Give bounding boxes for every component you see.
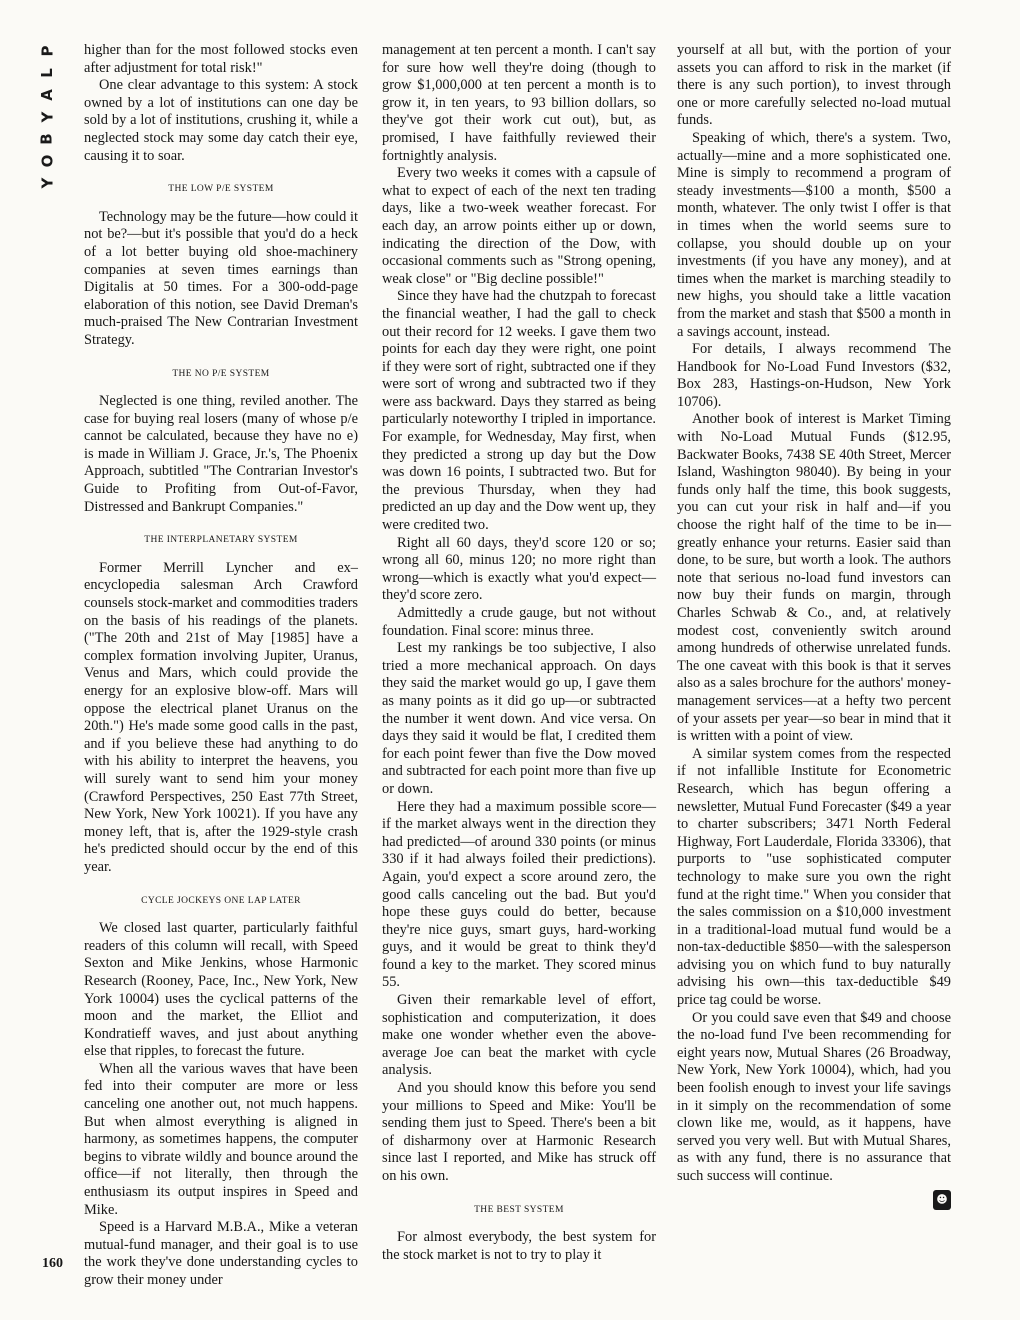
magazine-letter: B — [38, 133, 56, 145]
page-number: 160 — [42, 1256, 63, 1271]
section-heading: THE LOW P/E SYSTEM — [168, 184, 274, 195]
paragraph: Neglected is one thing, reviled another. The case for buying real losers (many of whose p/e cannot be calculated, because they have no e) is made in William J. Grace, Jr.'s, The Phoenix Approach, subtitled "The Contrarian Investor's Guide to Profiting from Out-of-Favor, Distressed and Bankrupt Companies." — [84, 393, 358, 515]
paragraph: Another book of interest is Market Timing with No-Load Mutual Funds ($12.95, Backwater Books, 7438 SE 40th Street, Mercer Island, Washington 98040). By being in your funds only half the time, this book suggests, you can cut your risk in half and—if you choose the right half of the time to be in—greatly enhance your returns. Easier said than done, to be sure, but worth a look. The authors note that serious no-load fund investors can now buy their funds on margin, through Charles Schwab & Co., and, at relatively modest cost, conveniently switch around among hundreds of otherwise unrelated funds. The one caveat with this book is that it serves also as a sales brochure for the authors' money-management services—at a hefty two percent of your assets per year—so bear in mind that it is written with a point of view. — [677, 411, 951, 745]
column-3 — [677, 42, 951, 1210]
paragraph: Given their remarkable level of effort, sophistication and computerization, it does make one wonder whether even the above-average Joe can beat the market with cycle analysis. — [382, 992, 656, 1079]
paragraph: A similar system comes from the respected if not infallible Institute for Econometric Research, which has begun offering a newsletter, Mutual Fund Forecaster ($49 a year to charter subscribers; 3471 North Federal Highway, Fort Lauderdale, Florida 33306), that purports to "use sophisticated computer technology to make sure you own the right fund at the right time." When you consider that the sales commission on a $10,000 investment in a traditional-load mutual fund would be a non-tax-deductible $850—with the salesperson advising you on which fund to buy naturally advising his own—this tax-deductible $49 price tag could be worse. — [677, 745, 951, 1009]
paragraph: We closed last quarter, particularly faithful readers of this column will recall, with Speed Sexton and Mike Jenkins, whose Harmonic Research (Rooney, Pace, Inc., New York, New York 10004) uses the cyclical patterns of the moon and the market, the Elliot and Kondratieff waves, and just about anything else that ripples, to forecast the future. — [84, 920, 358, 1060]
magazine-letter: O — [37, 154, 56, 168]
section-heading: THE BEST SYSTEM — [474, 1204, 564, 1215]
section-heading: THE NO P/E SYSTEM — [172, 368, 270, 379]
paragraph: When all the various waves that have been fed into their computer are more or less canceling one another out, not much happens. But when almost everything is aligned in harmony, as sometimes happens, the computer begins to vibrate wildly and bounce around the office—if not literally, then through the enthusiasm its output inspires in Speed and Mike. — [84, 1060, 358, 1218]
paragraph: And you should know this before you send your millions to Speed and Mike: You'll be sending them just to Speed. There's been a bit of disharmony over at Harmonic Research since last I reported, and Mike has struck off on his own. — [382, 1080, 656, 1184]
paragraph: For details, I always recommend The Handbook for No-Load Fund Investors ($32, Box 283, Hastings-on-Hudson, New York 10706). — [677, 341, 951, 410]
paragraph: Right all 60 days, they'd score 120 or so; wrong all 60, minus 120; no more right than wrong—which is exactly what you'd expect—they'd score zero. — [382, 534, 656, 604]
paragraph: Since they have had the chutzpah to forecast the financial weather, I had the gall to check out their record for 12 weeks. I gave them two points for each day they were right, one point if they were sort of right, subtracted one if they were sort of wrong and subtracted two if they were ass backward. Days they starred as being particularly noteworthy I tripled in importance. For example, for Wednesday, May first, when they predicted a strong up day but the Dow was down 16 points, I subtracted two. But for the previous Thursday, when they had predicted an up day and the Dow went up, they were credited two. — [382, 288, 656, 534]
paragraph: For almost everybody, the best system for the stock market is not to try to play it — [382, 1229, 656, 1263]
magazine-name-vertical — [38, 40, 56, 194]
section-heading: THE INTERPLANETARY SYSTEM — [144, 535, 298, 546]
paragraph: higher than for the most followed stocks even after adjustment for total risk!" — [84, 42, 358, 76]
magazine-letter: P — [38, 45, 56, 57]
paragraph: Admittedly a crude gauge, but not without foundation. Final score: minus three. — [382, 605, 656, 639]
paragraph: management at ten percent a month. I can't say for sure how well they're doing (though to grow $1,000,000 at ten percent a month is to grow it, in ten years, to 93 billion dollars, so they've got their work cut out), but, as promised, I have faithfully reviewed their fortnightly analysis. — [382, 42, 656, 164]
paragraph: One clear advantage to this system: A stock owned by a lot of institutions can one day be sold by a lot of institutions, crushing it, while a neglected stock may some day catch their eye, causing it to soar. — [84, 77, 358, 164]
paragraph: Technology may be the future—how could it not be?—but it's possible that you'd do a heck of a lot better buying old shoe-machinery companies at seven times earnings than Digitalis at 50 times. For a 300-odd-page elaboration of this notion, see David Dreman's much-praised The New Contrarian Investment Strategy. — [84, 208, 358, 348]
paragraph: Former Merrill Lyncher and ex–encyclopedia salesman Arch Crawford counsels stock-market and commodities traders on the basis of his readings of the planets. ("The 20th and 21st of May [1985] have a complex formation involving Jupiter, Uranus, Venus and Mars, which could provide the energy for an explosive blow-off. Mars will oppose the electrical planet Uranus on the 20th.") He's made some good calls in the past, and if you believe these had anything to do with his ability to interpret the heavens, you will surely want to send him your money (Crawford Perspectives, 250 East 77th Street, New York, New York 10021). If you have any money left, that is, after the 1929-style crash he's predicted should occur by the end of this year. — [84, 559, 358, 875]
rabbit-logo-icon: ☻ — [933, 1190, 951, 1210]
paragraph: yourself at all but, with the portion of your assets you can afford to risk in the market (if there is any such portion), to invest through one or more carefully selected no-load mutual funds. — [677, 42, 951, 129]
magazine-letter: Y — [38, 111, 56, 123]
paragraph: Here they had a maximum possible score—if the market always went in the direction they had predicted—of around 330 points (or minus 330 if it had always foiled their predictions). Again, you'd expect a score around zero, the good calls canceling out the bad. But you'd hope these guys could do better, because they're nice guys, smart guys, hard-working guys, and it would be great to think they'd found a key to the market. They scored minus 55. — [382, 798, 656, 991]
paragraph: Every two weeks it comes with a capsule of what to expect of each of the next ten trading days, like a two-week weather forecast. For each day, an arrow points either up or down, indicating the direction of the Dow, with occasional comments such as "Strong opening, weak close" or "Big decline possible!" — [382, 165, 656, 287]
column-1 — [84, 42, 358, 1290]
paragraph: Speed is a Harvard M.B.A., Mike a veteran mutual-fund manager, and their goal is to use the work they've done understanding cycles to grow their money under — [84, 1219, 358, 1288]
magazine-letter: A — [37, 89, 56, 101]
magazine-letter: L — [38, 68, 56, 78]
magazine-letter: Y — [38, 177, 56, 189]
paragraph: Or you could save even that $49 and choose the no-load fund I've been recommending for eight years now, Mutual Shares (26 Broadway, New York, New York 10004), which, had you been foolish enough to invest your life savings in it simply on the recommendation of some clown like me, would, as it happens, have served you very well. But with Mutual Shares, as with any fund, there is no assurance that such success will continue. — [677, 1009, 951, 1184]
column-2 — [382, 42, 656, 1264]
paragraph: Lest my rankings be too subjective, I also tried a more mechanical approach. On days they said the market would go up, I gave them as many points as it did go up—or subtracted the number it went down. And vice versa. On days they said it would be flat, I credited them for each point fewer than five the Dow moved and subtracted for each point more than five up or down. — [382, 640, 656, 797]
paragraph: Speaking of which, there's a system. Two, actually—mine and a more sophisticated one. Mine is simply to recommend a program of steady investments—$100 a month, $500 a month, whatever. The only twist I offer is that in times when the world seems sure to collapse, you should double up on your investments (if you have any money), and at times when the market is marching steadily to new highs, you should take a little vacation from the market and stash that $500 a month in a savings account, instead. — [677, 129, 951, 340]
section-heading: CYCLE JOCKEYS ONE LAP LATER — [141, 895, 301, 906]
